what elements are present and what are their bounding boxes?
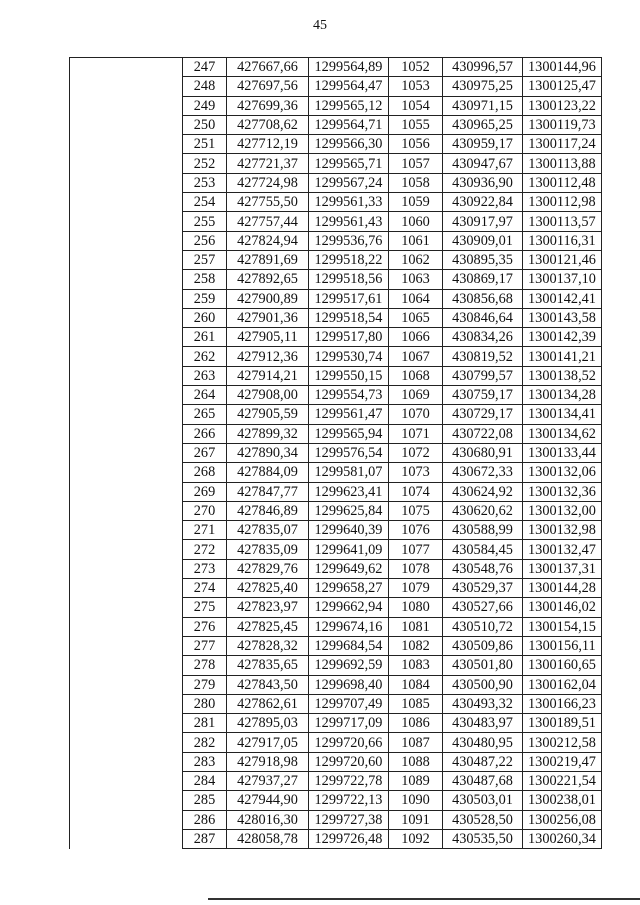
x-coordinate-cell: 430487,22 <box>443 752 523 771</box>
y-coordinate-cell: 1299561,43 <box>309 212 389 231</box>
y-coordinate-cell: 1299649,62 <box>309 559 389 578</box>
x-coordinate-cell: 430856,68 <box>443 289 523 308</box>
table-row <box>183 617 602 636</box>
x-coordinate-cell: 430895,35 <box>443 250 523 269</box>
x-coordinate-cell: 430819,52 <box>443 347 523 366</box>
x-coordinate-cell: 427905,59 <box>227 405 309 424</box>
point-number-cell: 1089 <box>389 771 443 790</box>
y-coordinate-cell: 1299720,66 <box>309 733 389 752</box>
x-coordinate-cell: 430480,95 <box>443 733 523 752</box>
table-row <box>183 250 602 269</box>
y-coordinate-cell: 1300141,21 <box>523 347 602 366</box>
point-number-cell: 1052 <box>389 58 443 77</box>
x-coordinate-cell: 427825,45 <box>227 617 309 636</box>
table-row <box>183 173 602 192</box>
y-coordinate-cell: 1299567,24 <box>309 173 389 192</box>
point-number-cell: 273 <box>183 559 227 578</box>
x-coordinate-cell: 427712,19 <box>227 135 309 154</box>
point-number-cell: 1091 <box>389 810 443 829</box>
y-coordinate-cell: 1299561,47 <box>309 405 389 424</box>
point-number-cell: 287 <box>183 829 227 848</box>
point-number-cell: 251 <box>183 135 227 154</box>
y-coordinate-cell: 1300189,51 <box>523 714 602 733</box>
point-number-cell: 1057 <box>389 154 443 173</box>
y-coordinate-cell: 1299722,78 <box>309 771 389 790</box>
y-coordinate-cell: 1299674,16 <box>309 617 389 636</box>
point-number-cell: 275 <box>183 598 227 617</box>
x-coordinate-cell: 430624,92 <box>443 482 523 501</box>
x-coordinate-cell: 430487,68 <box>443 771 523 790</box>
x-coordinate-cell: 427937,27 <box>227 771 309 790</box>
page-number: 45 <box>313 18 327 33</box>
x-coordinate-cell: 428058,78 <box>227 829 309 848</box>
table-row <box>183 135 602 154</box>
point-number-cell: 1055 <box>389 115 443 134</box>
point-number-cell: 255 <box>183 212 227 231</box>
point-number-cell: 1068 <box>389 366 443 385</box>
point-number-cell: 285 <box>183 791 227 810</box>
x-coordinate-cell: 430509,86 <box>443 636 523 655</box>
y-coordinate-cell: 1299530,74 <box>309 347 389 366</box>
y-coordinate-cell: 1300113,57 <box>523 212 602 231</box>
y-coordinate-cell: 1300112,98 <box>523 193 602 212</box>
x-coordinate-cell: 430729,17 <box>443 405 523 424</box>
x-coordinate-cell: 427843,50 <box>227 675 309 694</box>
point-number-cell: 1081 <box>389 617 443 636</box>
point-number-cell: 283 <box>183 752 227 771</box>
point-number-cell: 1061 <box>389 231 443 250</box>
y-coordinate-cell: 1299623,41 <box>309 482 389 501</box>
y-coordinate-cell: 1300260,34 <box>523 829 602 848</box>
table-row <box>183 733 602 752</box>
y-coordinate-cell: 1299536,76 <box>309 231 389 250</box>
table-row <box>183 540 602 559</box>
y-coordinate-cell: 1300142,39 <box>523 328 602 347</box>
point-number-cell: 1087 <box>389 733 443 752</box>
table-row <box>183 521 602 540</box>
x-coordinate-cell: 430799,57 <box>443 366 523 385</box>
coordinates-table-body <box>183 58 602 849</box>
y-coordinate-cell: 1300219,47 <box>523 752 602 771</box>
point-number-cell: 265 <box>183 405 227 424</box>
y-coordinate-cell: 1300119,73 <box>523 115 602 134</box>
x-coordinate-cell: 427667,66 <box>227 58 309 77</box>
y-coordinate-cell: 1299707,49 <box>309 694 389 713</box>
x-coordinate-cell: 430535,50 <box>443 829 523 848</box>
x-coordinate-cell: 430722,08 <box>443 424 523 443</box>
point-number-cell: 282 <box>183 733 227 752</box>
point-number-cell: 253 <box>183 173 227 192</box>
y-coordinate-cell: 1300154,15 <box>523 617 602 636</box>
point-number-cell: 272 <box>183 540 227 559</box>
table-row <box>183 694 602 713</box>
x-coordinate-cell: 430501,80 <box>443 656 523 675</box>
point-number-cell: 1058 <box>389 173 443 192</box>
table-row <box>183 58 602 77</box>
x-coordinate-cell: 427914,21 <box>227 366 309 385</box>
x-coordinate-cell: 430917,97 <box>443 212 523 231</box>
point-number-cell: 250 <box>183 115 227 134</box>
x-coordinate-cell: 427901,36 <box>227 308 309 327</box>
x-coordinate-cell: 430947,67 <box>443 154 523 173</box>
table-row <box>183 752 602 771</box>
table-row <box>183 675 602 694</box>
point-number-cell: 248 <box>183 77 227 96</box>
x-coordinate-cell: 427944,90 <box>227 791 309 810</box>
table-row <box>183 443 602 462</box>
table-row <box>183 270 602 289</box>
y-coordinate-cell: 1299517,80 <box>309 328 389 347</box>
point-number-cell: 1084 <box>389 675 443 694</box>
x-coordinate-cell: 427835,09 <box>227 540 309 559</box>
x-coordinate-cell: 430500,90 <box>443 675 523 694</box>
x-coordinate-cell: 427825,40 <box>227 579 309 598</box>
point-number-cell: 281 <box>183 714 227 733</box>
x-coordinate-cell: 430483,97 <box>443 714 523 733</box>
table-row <box>183 386 602 405</box>
x-coordinate-cell: 427823,97 <box>227 598 309 617</box>
x-coordinate-cell: 427721,37 <box>227 154 309 173</box>
x-coordinate-cell: 427895,03 <box>227 714 309 733</box>
x-coordinate-cell: 427828,32 <box>227 636 309 655</box>
y-coordinate-cell: 1300137,31 <box>523 559 602 578</box>
x-coordinate-cell: 427917,05 <box>227 733 309 752</box>
x-coordinate-cell: 430503,01 <box>443 791 523 810</box>
x-coordinate-cell: 427884,09 <box>227 463 309 482</box>
y-coordinate-cell: 1299518,56 <box>309 270 389 289</box>
y-coordinate-cell: 1300121,46 <box>523 250 602 269</box>
y-coordinate-cell: 1300125,47 <box>523 77 602 96</box>
x-coordinate-cell: 430759,17 <box>443 386 523 405</box>
y-coordinate-cell: 1299722,13 <box>309 791 389 810</box>
point-number-cell: 1067 <box>389 347 443 366</box>
x-coordinate-cell: 427829,76 <box>227 559 309 578</box>
table-row <box>183 347 602 366</box>
x-coordinate-cell: 427890,34 <box>227 443 309 462</box>
x-coordinate-cell: 430548,76 <box>443 559 523 578</box>
y-coordinate-cell: 1300132,36 <box>523 482 602 501</box>
y-coordinate-cell: 1300221,54 <box>523 771 602 790</box>
y-coordinate-cell: 1300144,28 <box>523 579 602 598</box>
point-number-cell: 269 <box>183 482 227 501</box>
x-coordinate-cell: 430846,64 <box>443 308 523 327</box>
y-coordinate-cell: 1300146,02 <box>523 598 602 617</box>
point-number-cell: 1088 <box>389 752 443 771</box>
y-coordinate-cell: 1300143,58 <box>523 308 602 327</box>
y-coordinate-cell: 1300137,10 <box>523 270 602 289</box>
y-coordinate-cell: 1299565,71 <box>309 154 389 173</box>
x-coordinate-cell: 427835,07 <box>227 521 309 540</box>
point-number-cell: 1056 <box>389 135 443 154</box>
x-coordinate-cell: 430620,62 <box>443 501 523 520</box>
x-coordinate-cell: 427708,62 <box>227 115 309 134</box>
point-number-cell: 1080 <box>389 598 443 617</box>
table-row <box>183 424 602 443</box>
x-coordinate-cell: 427899,32 <box>227 424 309 443</box>
y-coordinate-cell: 1300116,31 <box>523 231 602 250</box>
point-number-cell: 284 <box>183 771 227 790</box>
point-number-cell: 279 <box>183 675 227 694</box>
table-row <box>183 366 602 385</box>
table-row <box>183 559 602 578</box>
x-coordinate-cell: 427891,69 <box>227 250 309 269</box>
table-row <box>183 115 602 134</box>
y-coordinate-cell: 1299565,12 <box>309 96 389 115</box>
x-coordinate-cell: 430528,50 <box>443 810 523 829</box>
x-coordinate-cell: 430975,25 <box>443 77 523 96</box>
y-coordinate-cell: 1299717,09 <box>309 714 389 733</box>
point-number-cell: 264 <box>183 386 227 405</box>
table-row <box>183 154 602 173</box>
point-number-cell: 1071 <box>389 424 443 443</box>
y-coordinate-cell: 1299726,48 <box>309 829 389 848</box>
y-coordinate-cell: 1300132,00 <box>523 501 602 520</box>
table-row <box>183 308 602 327</box>
point-number-cell: 1077 <box>389 540 443 559</box>
point-number-cell: 1082 <box>389 636 443 655</box>
point-number-cell: 1073 <box>389 463 443 482</box>
point-number-cell: 286 <box>183 810 227 829</box>
x-coordinate-cell: 430971,15 <box>443 96 523 115</box>
y-coordinate-cell: 1300238,01 <box>523 791 602 810</box>
point-number-cell: 1069 <box>389 386 443 405</box>
x-coordinate-cell: 427908,00 <box>227 386 309 405</box>
x-coordinate-cell: 428016,30 <box>227 810 309 829</box>
y-coordinate-cell: 1299727,38 <box>309 810 389 829</box>
point-number-cell: 270 <box>183 501 227 520</box>
y-coordinate-cell: 1299684,54 <box>309 636 389 655</box>
table-row <box>183 714 602 733</box>
point-number-cell: 261 <box>183 328 227 347</box>
point-number-cell: 268 <box>183 463 227 482</box>
x-coordinate-cell: 427757,44 <box>227 212 309 231</box>
point-number-cell: 256 <box>183 231 227 250</box>
point-number-cell: 1064 <box>389 289 443 308</box>
y-coordinate-cell: 1300134,28 <box>523 386 602 405</box>
y-coordinate-cell: 1300112,48 <box>523 173 602 192</box>
point-number-cell: 1072 <box>389 443 443 462</box>
bottom-rule <box>208 898 640 900</box>
point-number-cell: 1065 <box>389 308 443 327</box>
y-coordinate-cell: 1299565,94 <box>309 424 389 443</box>
point-number-cell: 280 <box>183 694 227 713</box>
x-coordinate-cell: 430584,45 <box>443 540 523 559</box>
point-number-cell: 1074 <box>389 482 443 501</box>
x-coordinate-cell: 427892,65 <box>227 270 309 289</box>
point-number-cell: 259 <box>183 289 227 308</box>
point-number-cell: 1066 <box>389 328 443 347</box>
y-coordinate-cell: 1300134,62 <box>523 424 602 443</box>
y-coordinate-cell: 1299561,33 <box>309 193 389 212</box>
x-coordinate-cell: 427862,61 <box>227 694 309 713</box>
y-coordinate-cell: 1299566,30 <box>309 135 389 154</box>
x-coordinate-cell: 427846,89 <box>227 501 309 520</box>
y-coordinate-cell: 1299517,61 <box>309 289 389 308</box>
x-coordinate-cell: 430493,32 <box>443 694 523 713</box>
table-row <box>183 810 602 829</box>
y-coordinate-cell: 1300132,98 <box>523 521 602 540</box>
y-coordinate-cell: 1300162,04 <box>523 675 602 694</box>
x-coordinate-cell: 427900,89 <box>227 289 309 308</box>
table-row <box>183 791 602 810</box>
y-coordinate-cell: 1300132,06 <box>523 463 602 482</box>
y-coordinate-cell: 1300134,41 <box>523 405 602 424</box>
x-coordinate-cell: 430680,91 <box>443 443 523 462</box>
y-coordinate-cell: 1300144,96 <box>523 58 602 77</box>
x-coordinate-cell: 430965,25 <box>443 115 523 134</box>
point-number-cell: 1054 <box>389 96 443 115</box>
x-coordinate-cell: 430996,57 <box>443 58 523 77</box>
point-number-cell: 1060 <box>389 212 443 231</box>
table-row <box>183 598 602 617</box>
y-coordinate-cell: 1299576,54 <box>309 443 389 462</box>
y-coordinate-cell: 1299564,89 <box>309 58 389 77</box>
table-row <box>183 656 602 675</box>
point-number-cell: 1070 <box>389 405 443 424</box>
point-number-cell: 1079 <box>389 579 443 598</box>
x-coordinate-cell: 427835,65 <box>227 656 309 675</box>
y-coordinate-cell: 1299554,73 <box>309 386 389 405</box>
table-row <box>183 482 602 501</box>
point-number-cell: 263 <box>183 366 227 385</box>
y-coordinate-cell: 1299564,71 <box>309 115 389 134</box>
y-coordinate-cell: 1300133,44 <box>523 443 602 462</box>
point-number-cell: 1078 <box>389 559 443 578</box>
y-coordinate-cell: 1300123,22 <box>523 96 602 115</box>
merged-left-cell <box>69 57 183 849</box>
point-number-cell: 1062 <box>389 250 443 269</box>
x-coordinate-cell: 430529,37 <box>443 579 523 598</box>
table-row <box>183 579 602 598</box>
point-number-cell: 274 <box>183 579 227 598</box>
y-coordinate-cell: 1300142,41 <box>523 289 602 308</box>
x-coordinate-cell: 427755,50 <box>227 193 309 212</box>
point-number-cell: 1076 <box>389 521 443 540</box>
point-number-cell: 257 <box>183 250 227 269</box>
table-row <box>183 77 602 96</box>
point-number-cell: 271 <box>183 521 227 540</box>
table-row <box>183 501 602 520</box>
y-coordinate-cell: 1300117,24 <box>523 135 602 154</box>
y-coordinate-cell: 1300256,08 <box>523 810 602 829</box>
y-coordinate-cell: 1299518,54 <box>309 308 389 327</box>
x-coordinate-cell: 430527,66 <box>443 598 523 617</box>
x-coordinate-cell: 430510,72 <box>443 617 523 636</box>
table-row <box>183 231 602 250</box>
y-coordinate-cell: 1300160,65 <box>523 656 602 675</box>
point-number-cell: 1083 <box>389 656 443 675</box>
x-coordinate-cell: 427847,77 <box>227 482 309 501</box>
x-coordinate-cell: 427697,56 <box>227 77 309 96</box>
y-coordinate-cell: 1300156,11 <box>523 636 602 655</box>
x-coordinate-cell: 430834,26 <box>443 328 523 347</box>
point-number-cell: 1092 <box>389 829 443 848</box>
point-number-cell: 260 <box>183 308 227 327</box>
x-coordinate-cell: 427918,98 <box>227 752 309 771</box>
y-coordinate-cell: 1300212,58 <box>523 733 602 752</box>
point-number-cell: 1085 <box>389 694 443 713</box>
point-number-cell: 277 <box>183 636 227 655</box>
y-coordinate-cell: 1299698,40 <box>309 675 389 694</box>
x-coordinate-cell: 427905,11 <box>227 328 309 347</box>
coordinates-table <box>182 57 602 849</box>
table-row <box>183 96 602 115</box>
table-row <box>183 328 602 347</box>
y-coordinate-cell: 1299625,84 <box>309 501 389 520</box>
point-number-cell: 1075 <box>389 501 443 520</box>
x-coordinate-cell: 427699,36 <box>227 96 309 115</box>
y-coordinate-cell: 1299658,27 <box>309 579 389 598</box>
y-coordinate-cell: 1299640,39 <box>309 521 389 540</box>
point-number-cell: 1053 <box>389 77 443 96</box>
y-coordinate-cell: 1299662,94 <box>309 598 389 617</box>
y-coordinate-cell: 1300113,88 <box>523 154 602 173</box>
x-coordinate-cell: 430672,33 <box>443 463 523 482</box>
point-number-cell: 254 <box>183 193 227 212</box>
y-coordinate-cell: 1299641,09 <box>309 540 389 559</box>
table-row <box>183 463 602 482</box>
x-coordinate-cell: 430959,17 <box>443 135 523 154</box>
table-row <box>183 829 602 848</box>
table-row <box>183 289 602 308</box>
y-coordinate-cell: 1299720,60 <box>309 752 389 771</box>
point-number-cell: 1063 <box>389 270 443 289</box>
table-row <box>183 212 602 231</box>
table-row <box>183 636 602 655</box>
x-coordinate-cell: 430936,90 <box>443 173 523 192</box>
y-coordinate-cell: 1299692,59 <box>309 656 389 675</box>
point-number-cell: 252 <box>183 154 227 173</box>
y-coordinate-cell: 1299518,22 <box>309 250 389 269</box>
point-number-cell: 249 <box>183 96 227 115</box>
x-coordinate-cell: 430588,99 <box>443 521 523 540</box>
x-coordinate-cell: 427824,94 <box>227 231 309 250</box>
y-coordinate-cell: 1299564,47 <box>309 77 389 96</box>
point-number-cell: 267 <box>183 443 227 462</box>
y-coordinate-cell: 1300132,47 <box>523 540 602 559</box>
point-number-cell: 276 <box>183 617 227 636</box>
point-number-cell: 247 <box>183 58 227 77</box>
point-number-cell: 258 <box>183 270 227 289</box>
y-coordinate-cell: 1299550,15 <box>309 366 389 385</box>
y-coordinate-cell: 1300138,52 <box>523 366 602 385</box>
table-row <box>183 771 602 790</box>
table-row <box>183 405 602 424</box>
x-coordinate-cell: 430909,01 <box>443 231 523 250</box>
x-coordinate-cell: 430869,17 <box>443 270 523 289</box>
point-number-cell: 1086 <box>389 714 443 733</box>
point-number-cell: 262 <box>183 347 227 366</box>
y-coordinate-cell: 1300166,23 <box>523 694 602 713</box>
point-number-cell: 1059 <box>389 193 443 212</box>
point-number-cell: 266 <box>183 424 227 443</box>
x-coordinate-cell: 430922,84 <box>443 193 523 212</box>
x-coordinate-cell: 427912,36 <box>227 347 309 366</box>
x-coordinate-cell: 427724,98 <box>227 173 309 192</box>
point-number-cell: 278 <box>183 656 227 675</box>
y-coordinate-cell: 1299581,07 <box>309 463 389 482</box>
point-number-cell: 1090 <box>389 791 443 810</box>
table-row <box>183 193 602 212</box>
